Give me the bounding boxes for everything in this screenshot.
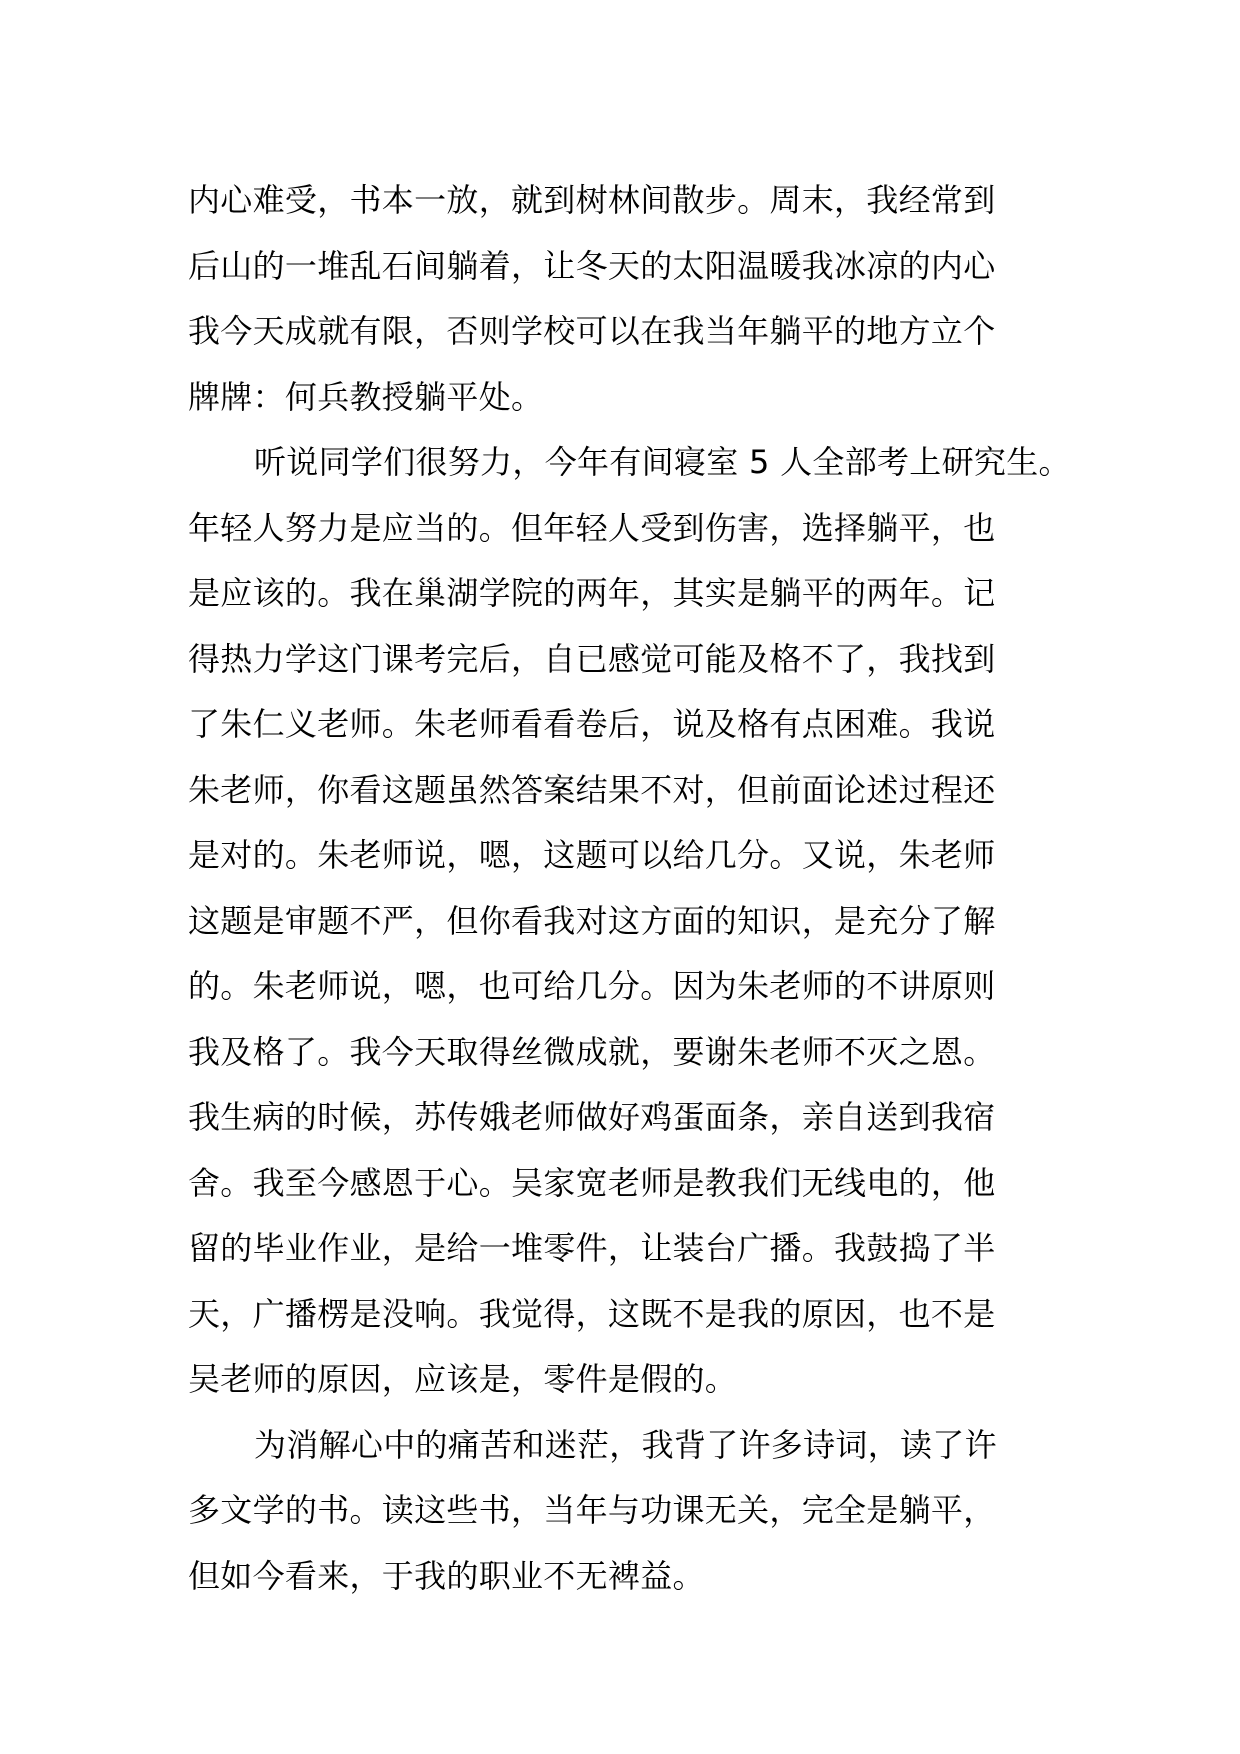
text-line: 吴老师的原因，应该是，零件是假的。 bbox=[188, 1360, 738, 1398]
paragraph-2 bbox=[188, 430, 1071, 1413]
text-line: 我生病的时候，苏传娥老师做好鸡蛋面条，亲自送到我宿 bbox=[188, 1098, 996, 1136]
body-text bbox=[188, 168, 1071, 1609]
text-line: 的。朱老师说，嗯，也可给几分。因为朱老师的不讲原则 bbox=[188, 967, 996, 1005]
text-line: 后山的一堆乱石间躺着，让冬天的太阳温暖我冰凉的内心 bbox=[188, 246, 996, 285]
paragraph-3 bbox=[188, 1413, 1068, 1610]
text-line: 年轻人努力是应当的。但年轻人受到伤害，选择躺平，也 bbox=[188, 508, 996, 547]
text-line: 了朱仁义老师。朱老师看看卷后，说及格有点困难。我说 bbox=[188, 705, 996, 743]
text-line: 朱老师，你看这题虽然答案结果不对，但前面论述过程还 bbox=[188, 770, 996, 809]
text-line: 但如今看来，于我的职业不无裨益。 bbox=[188, 1556, 705, 1595]
text-line: 为消解心中的痛苦和迷茫，我背了许多诗词，读了许 bbox=[254, 1425, 997, 1464]
text-line: 是应该的。我在巢湖学院的两年，其实是躺平的两年。记 bbox=[188, 574, 996, 612]
text-line: 多文学的书。读这些书，当年与功课无关，完全是躺平， bbox=[188, 1491, 996, 1529]
text-line: 我及格了。我今天取得丝微成就，要谢朱老师不灭之恩。 bbox=[188, 1032, 996, 1071]
text-line: 内心难受，书本一放，就到树林间散步。周末，我经常到 bbox=[188, 181, 996, 219]
text-line: 舍。我至今感恩于心。吴家宽老师是教我们无线电的，他 bbox=[188, 1163, 996, 1202]
paragraph-1 bbox=[188, 168, 1068, 430]
text-line: 牌牌：何兵教授躺平处。 bbox=[188, 377, 544, 416]
text-line: 天，广播楞是没响。我觉得，这既不是我的原因，也不是 bbox=[188, 1294, 996, 1333]
text-line: 留的毕业作业，是给一堆零件，让装台广播。我鼓捣了半 bbox=[188, 1229, 996, 1267]
text-line: 这题是审题不严，但你看我对这方面的知识，是充分了解 bbox=[188, 901, 996, 940]
text-line: 我今天成就有限，否则学校可以在我当年躺平的地方立个 bbox=[188, 312, 996, 350]
text-line: 是对的。朱老师说，嗯，这题可以给几分。又说，朱老师 bbox=[188, 836, 996, 874]
text-line: 得热力学这门课考完后，自已感觉可能及格不了，我找到 bbox=[188, 639, 996, 678]
text-line: 听说同学们很努力，今年有间寝室 5 人全部考上研究生。 bbox=[254, 443, 1071, 481]
